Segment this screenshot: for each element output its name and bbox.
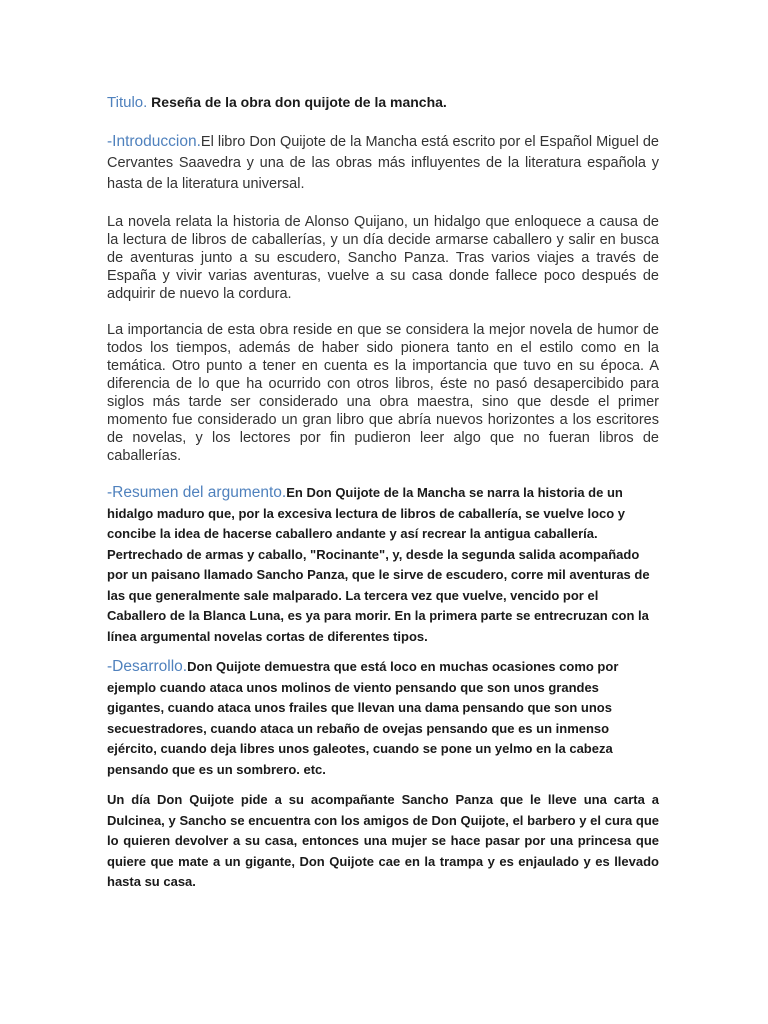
- dulcinea-paragraph: Un día Don Quijote pide a su acompañante Sancho Panza que le lleve una carta a Dulcinea, y Sancho se encuentra con los amigos de Don Quijote, el barbero y el cura que lo quieren devolver a su casa, entonces una mujer se hace pasar por una princesa que quiere que mate a un gigante, Don Quijote cae en la trampa y es enjaulado y es llevado hasta su casa.: [107, 792, 659, 889]
- document-page: [107, 90, 659, 903]
- desarrollo-heading: -Desarrollo.: [107, 658, 188, 675]
- title-text: Reseña de la obra don quijote de la mancha.: [147, 94, 447, 110]
- novel-summary-paragraph: La novela relata la historia de Alonso Quijano, un hidalgo que enloquece a causa de la lectura de libros de caballerías, y un día decide armarse caballero y salir en busca de aventuras junto a su escudero, Sancho Panza. Tras varios viajes a través de España y vivir varias aventuras, vuelve a su casa donde fallece poco después de adquirir de nuevo la cordura.: [107, 214, 659, 302]
- desarrollo-paragraph: [107, 657, 659, 780]
- resumen-text: En Don Quijote de la Mancha se narra la historia de un hidalgo maduro que, por la excesiva lectura de libros de caballería, se vuelve loco y concibe la idea de hacerse caballero andante y así recrear la antigua caballería. Pertrechado de armas y caballo, "Rocinante", y, desde la segunda salida acompañado por un paisano llamado Sancho Panza, que le sirve de escudero, corre mil aventuras de las que generalmente sale malparado. La tercera vez que vuelve, vencido por el Caballero de la Blanca Luna, es ya para morir. En la primera parte se entrecruzan con la línea argumental novelas cortas de diferentes tipos.: [107, 485, 650, 644]
- title-label: Titulo.: [107, 94, 148, 111]
- importance-paragraph: La importancia de esta obra reside en que se considera la mejor novela de humor de todos los tiempos, además de haber sido pionera tanto en el estilo como en la temática. Otro punto a tener en cuenta es la importancia que tuvo en su época. A diferencia de lo que ha ocurrido con otros libros, éste no pasó desapercibido para siglos más tarde ser considerado una obra maestra, sino que desde el primer momento fue considerado un gran libro que abría nuevos horizontes a los escritores de novelas, y los lectores por fin pudieron leer algo que no fueran libros de caballerías.: [107, 322, 659, 464]
- resumen-heading: -Resumen del argumento.: [107, 484, 287, 501]
- desarrollo-text: Don Quijote demuestra que está loco en muchas ocasiones como por ejemplo cuando ataca unos molinos de viento pensando que son unos grandes gigantes, cuando ataca unos frailes que llevan una dama pensando que son unos secuestradores, cuando ataca un rebaño de ovejas pensando que es un inmenso ejército, cuando deja libres unos galeotes, cuando se pone un yelmo en la cabeza pensando que es un sombrero. etc.: [107, 659, 619, 777]
- resumen-paragraph: [107, 483, 659, 647]
- intro-heading: -Introduccion.: [107, 133, 201, 150]
- intro-paragraph: [107, 131, 659, 195]
- document-title: [107, 90, 659, 115]
- intro-text: El libro Don Quijote de la Mancha está escrito por el Español Miguel de Cervantes Saavedra y una de las obras más influyentes de la literatura española y hasta de la literatura universal.: [107, 134, 659, 192]
